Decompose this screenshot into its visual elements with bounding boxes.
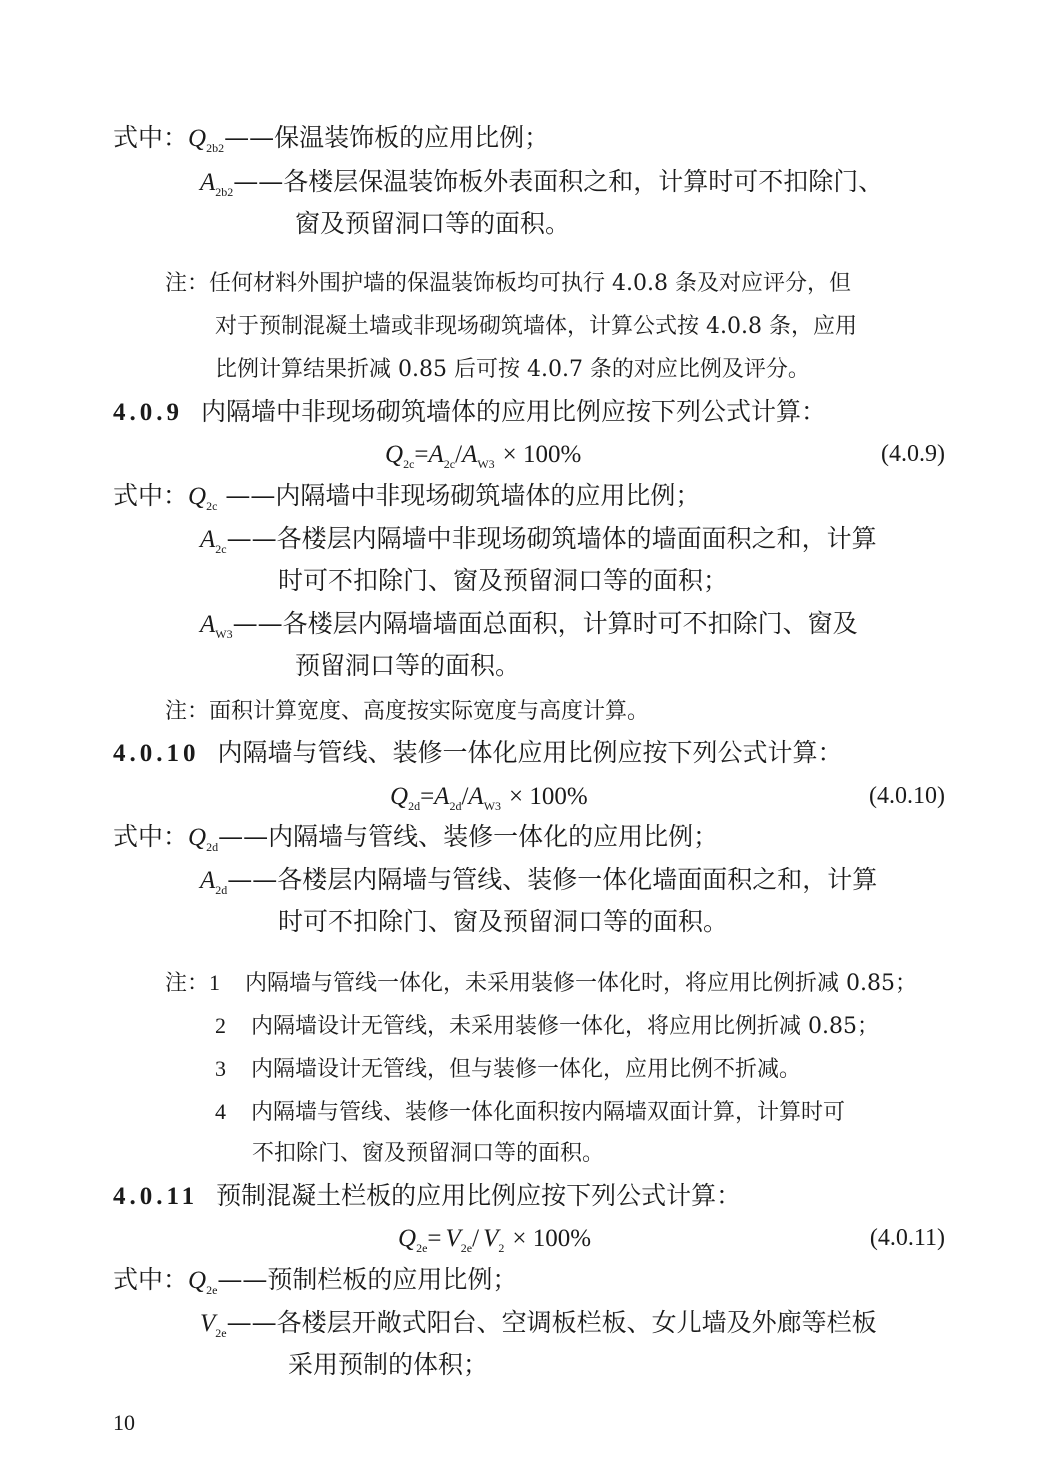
symbol: V xyxy=(200,1310,216,1337)
symbol-subscript: 2e xyxy=(215,1326,227,1340)
definition-line xyxy=(113,822,718,862)
definition-prefix: 式中： xyxy=(113,822,189,851)
formula-symbol: A xyxy=(462,441,478,468)
definition-line xyxy=(200,167,883,207)
definition-text: ——各楼层内隔墙中非现场砌筑墙体的墙面面积之和，计算 xyxy=(226,524,877,553)
definition-text: 预留洞口等的面积。 xyxy=(295,651,521,680)
formula-symbol: Q xyxy=(398,1225,417,1252)
definition-prefix: 式中： xyxy=(113,1265,189,1294)
symbol: Q xyxy=(188,125,207,152)
formula-subscript: 2e xyxy=(460,1241,473,1255)
section-title: 内隔墙与管线、装修一体化应用比例应按下列公式计算： xyxy=(217,738,843,767)
symbol: Q xyxy=(188,824,207,851)
note-text: 内隔墙与管线、装修一体化面积按内隔墙双面计算，计算时可 xyxy=(251,1100,846,1125)
symbol-subscript: W3 xyxy=(215,627,233,641)
section-title: 内隔墙中非现场砌筑墙体的应用比例应按下列公式计算： xyxy=(201,397,827,426)
formula-subscript: 2e xyxy=(416,1241,428,1255)
section-title: 预制混凝土栏板的应用比例应按下列公式计算： xyxy=(216,1181,742,1210)
divide-sign: / xyxy=(461,783,469,810)
definition-text: 窗及预留洞口等的面积。 xyxy=(295,209,571,238)
formula-symbol: Q xyxy=(385,441,404,468)
symbol: Q xyxy=(188,1267,207,1294)
formula-symbol: V xyxy=(445,1225,461,1252)
definition-prefix: 式中： xyxy=(113,123,189,152)
formula-subscript: W3 xyxy=(483,799,502,813)
formula-tail: × 100% xyxy=(512,1225,592,1252)
equals-sign: = xyxy=(420,783,435,810)
definition-text: ——各楼层保温装饰板外表面积之和，计算时可不扣除门、 xyxy=(233,167,884,196)
section-number: 4.0.10 xyxy=(113,740,200,767)
symbol-subscript: 2b2 xyxy=(206,141,225,155)
definition-text: ——各楼层开敞式阳台、空调板栏板、女儿墙及外廊等栏板 xyxy=(226,1308,877,1337)
equation-number: (4.0.11) xyxy=(869,1225,945,1251)
formula-symbol: A xyxy=(434,783,450,810)
symbol-subscript: 2c xyxy=(206,499,218,513)
equals-sign: = xyxy=(414,441,429,468)
note-prefix: 注： xyxy=(165,971,210,996)
formula-symbol: A xyxy=(468,783,484,810)
note-line: 注：任何材料外围护墙的保温装饰板均可执行 4.0.8 条及对应评分，但 xyxy=(165,271,851,296)
definition-text: 时可不扣除门、窗及预留洞口等的面积； xyxy=(278,566,729,595)
definition-line xyxy=(278,566,728,596)
section-heading xyxy=(113,738,843,769)
definition-line xyxy=(200,865,877,905)
symbol-subscript: 2e xyxy=(206,1283,218,1297)
note-item xyxy=(215,1097,845,1128)
definition-text: 时可不扣除门、窗及预留洞口等的面积。 xyxy=(278,907,729,936)
definition-text: ——各楼层内隔墙墙面总面积，计算时可不扣除门、窗及 xyxy=(232,609,858,638)
definition-text: ——保温装饰板的应用比例； xyxy=(224,123,550,152)
note-item xyxy=(165,968,917,999)
section-heading xyxy=(113,1181,741,1212)
formula xyxy=(398,1223,591,1263)
symbol-subscript: 2d xyxy=(206,840,219,854)
symbol: A xyxy=(200,867,216,894)
divide-sign: / xyxy=(455,441,463,468)
note-number: 3 xyxy=(215,1056,226,1081)
section-number: 4.0.11 xyxy=(113,1183,199,1210)
equation-number: (4.0.9) xyxy=(881,441,945,467)
equals-sign: = xyxy=(427,1225,442,1252)
page-number: 10 xyxy=(113,1410,135,1435)
symbol-subscript: 2d xyxy=(215,883,228,897)
note-line: 比例计算结果折减 0.85 后可按 4.0.7 条的对应比例及评分。 xyxy=(215,357,810,382)
formula-symbol: Q xyxy=(390,783,409,810)
definition-text: 采用预制的体积； xyxy=(288,1350,489,1379)
note-text: 内隔墙设计无管线，未采用装修一体化，将应用比例折减 0.85； xyxy=(251,1014,879,1039)
definition-line xyxy=(113,481,700,521)
definition-text: ——各楼层内隔墙与管线、装修一体化墙面面积之和，计算 xyxy=(227,865,878,894)
formula-tail: × 100% xyxy=(502,441,582,468)
formula-subscript: 2d xyxy=(408,799,421,813)
note-text: 内隔墙与管线一体化，未采用装修一体化时，将应用比例折减 0.85； xyxy=(245,971,917,996)
definition-line xyxy=(278,907,728,937)
formula-subscript: W3 xyxy=(477,457,495,471)
note-number: 1 xyxy=(209,970,221,995)
section-number: 4.0.9 xyxy=(113,399,183,426)
definition-line xyxy=(200,524,877,564)
symbol: A xyxy=(200,526,216,553)
formula-subscript: 2c xyxy=(403,457,415,471)
definition-line xyxy=(113,1265,517,1305)
formula-subscript: 2d xyxy=(449,799,462,813)
definition-line xyxy=(200,1308,877,1348)
definition-line xyxy=(295,209,570,239)
symbol: A xyxy=(200,611,216,638)
symbol-subscript: 2c xyxy=(215,542,227,556)
symbol: A xyxy=(200,169,216,196)
formula xyxy=(385,439,581,479)
definition-line xyxy=(113,123,549,163)
note-number: 2 xyxy=(215,1013,226,1038)
formula-subscript: 2 xyxy=(498,1241,505,1255)
definition-line xyxy=(200,609,858,649)
definition-prefix: 式中： xyxy=(113,481,189,510)
definition-line xyxy=(288,1350,488,1380)
formula xyxy=(390,781,588,821)
formula-subscript: 2c xyxy=(443,457,456,471)
note-line: 对于预制混凝土墙或非现场砌筑墙体，计算公式按 4.0.8 条，应用 xyxy=(215,314,857,339)
formula-symbol: V xyxy=(483,1225,499,1252)
formula-tail: × 100% xyxy=(509,783,588,810)
note-text: 内隔墙设计无管线，但与装修一体化，应用比例不折减。 xyxy=(251,1057,802,1082)
definition-line xyxy=(295,651,520,681)
note-number: 4 xyxy=(215,1099,226,1124)
note-line: 注：面积计算宽度、高度按实际宽度与高度计算。 xyxy=(165,699,650,724)
section-heading xyxy=(113,397,826,428)
divide-sign: / xyxy=(472,1225,480,1252)
symbol-subscript: 2b2 xyxy=(215,185,234,199)
definition-text: ——预制栏板的应用比例； xyxy=(217,1265,518,1294)
note-item xyxy=(215,1054,801,1085)
note-item xyxy=(215,1011,879,1042)
symbol: Q xyxy=(188,483,207,510)
definition-text: ——内隔墙与管线、装修一体化的应用比例； xyxy=(218,822,719,851)
definition-text: ——内隔墙中非现场砌筑墙体的应用比例； xyxy=(217,481,701,510)
formula-symbol: A xyxy=(428,441,444,468)
equation-number: (4.0.10) xyxy=(869,783,945,809)
note-line: 不扣除门、窗及预留洞口等的面积。 xyxy=(252,1141,605,1166)
